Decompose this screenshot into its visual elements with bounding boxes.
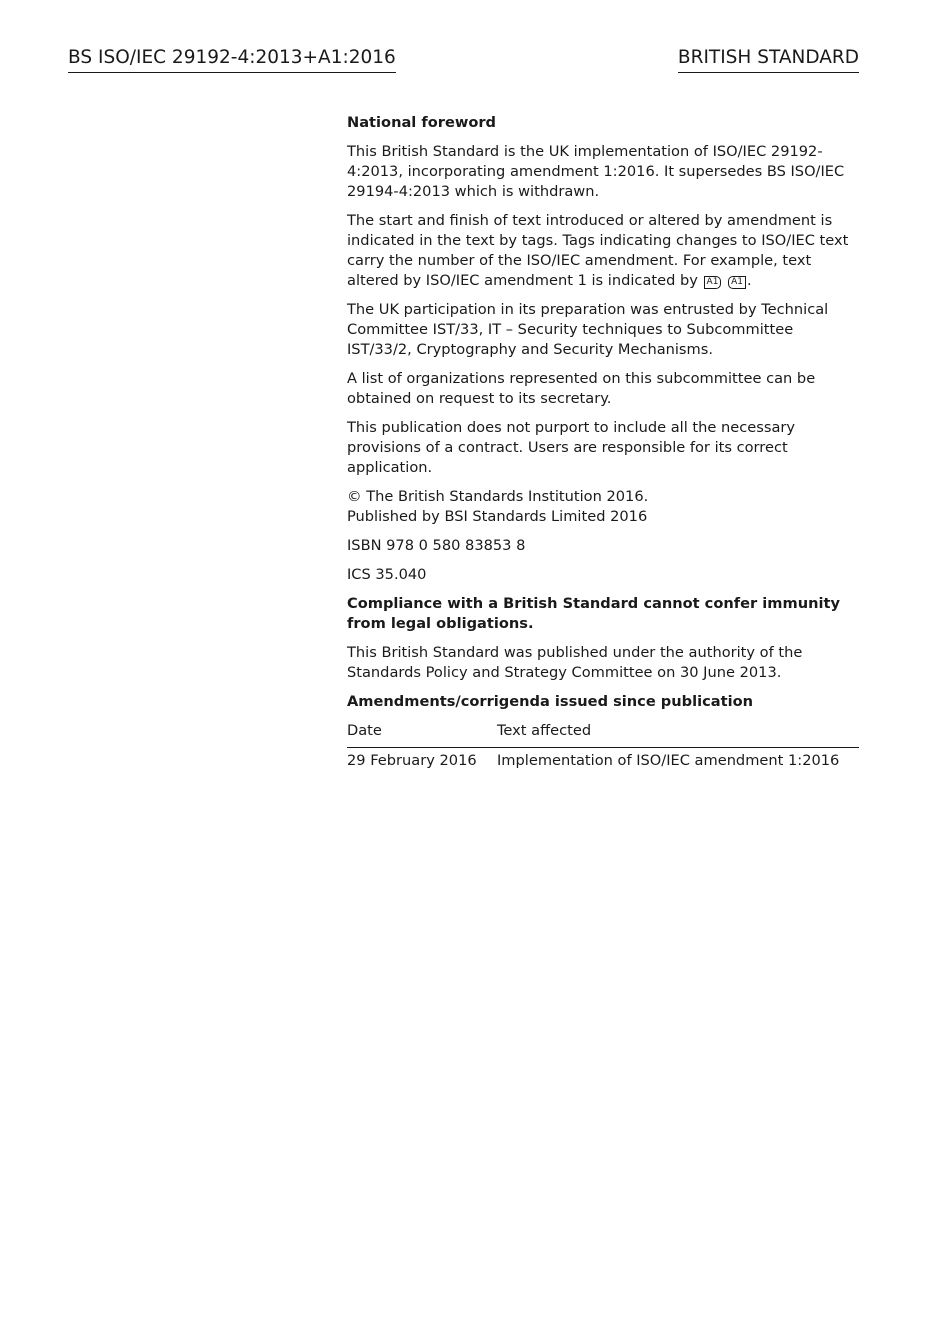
authority-statement: This British Standard was published under the authority of the Standards Policy and Strategy Committee on 30 June 2013. bbox=[347, 644, 803, 681]
foreword-paragraph-committee: The UK participation in its preparation was entrusted by Technical Committee IST/33, IT – Security techniques to Subcommittee IST/33/2, Cryptography and Security Mechanisms. bbox=[347, 301, 829, 358]
amendments-table-header-row bbox=[347, 721, 859, 748]
amendment-start-tag-icon: A1 bbox=[704, 276, 722, 289]
foreword-column bbox=[347, 113, 859, 771]
amendment-end-tag-icon: A1 bbox=[728, 276, 746, 289]
foreword-title: National foreword bbox=[347, 114, 497, 131]
compliance-notice: Compliance with a British Standard cannot confer immunity from legal obligations. bbox=[347, 595, 840, 632]
copyright-line: © The British Standards Institution 2016. bbox=[347, 488, 649, 505]
ics-code: ICS 35.040 bbox=[347, 566, 427, 583]
foreword-paragraph-contract: This publication does not purport to include all the necessary provisions of a contract. Users are responsible for its correct application. bbox=[347, 419, 796, 476]
amendments-title: Amendments/corrigenda issued since publication bbox=[347, 693, 753, 710]
foreword-paragraph-implementation: This British Standard is the UK implementation of ISO/IEC 29192-4:2013, incorporating amendment 1:2016. It supersedes BS ISO/IEC 29194-4:2013 which is withdrawn. bbox=[347, 143, 845, 200]
standard-number-header: BS ISO/IEC 29192-4:2013+A1:2016 bbox=[68, 46, 396, 73]
standard-type-header: BRITISH STANDARD bbox=[678, 46, 859, 73]
copyright-block bbox=[347, 487, 859, 527]
isbn: ISBN 978 0 580 83853 8 bbox=[347, 537, 526, 554]
table-row bbox=[347, 748, 859, 772]
publisher-line: Published by BSI Standards Limited 2016 bbox=[347, 508, 648, 525]
column-header-text-affected: Text affected bbox=[497, 721, 859, 748]
foreword-paragraph-organizations: A list of organizations represented on this subcommittee can be obtained on request to its secretary. bbox=[347, 370, 816, 407]
tags-explanation-text: The start and finish of text introduced or altered by amendment is indicated in the text by tags. Tags indicating changes to ISO/IEC text carry the number of the ISO/IEC amendment. For example, text altered by ISO/IEC amendment 1 is indicated by bbox=[347, 212, 849, 289]
tags-paragraph-end: . bbox=[746, 272, 752, 289]
foreword-paragraph-tags bbox=[347, 211, 859, 291]
column-header-date: Date bbox=[347, 721, 497, 748]
amendments-table bbox=[347, 721, 859, 771]
amendment-date-cell: 29 February 2016 bbox=[347, 752, 477, 769]
amendment-text-cell: Implementation of ISO/IEC amendment 1:2016 bbox=[497, 752, 840, 769]
